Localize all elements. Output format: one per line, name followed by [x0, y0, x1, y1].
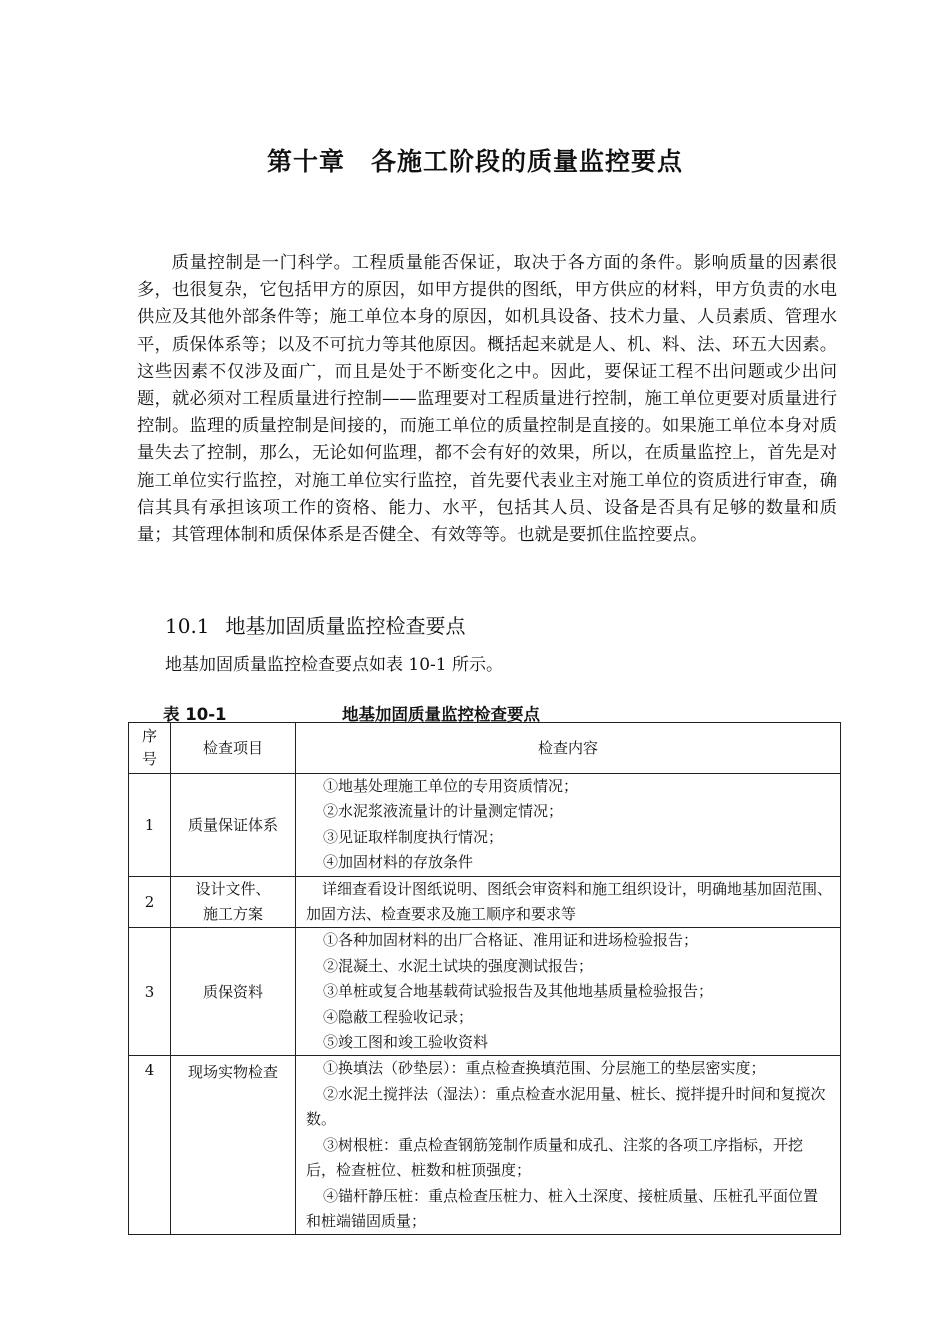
section-title: 地基加固质量监控检查要点	[225, 614, 466, 638]
table-row	[129, 928, 841, 1056]
inspection-table	[128, 722, 841, 1235]
section-intro: 地基加固质量监控检查要点如表 10-1 所示。	[165, 655, 503, 675]
content-line: ①换填法（砂垫层）：重点检查换填范围、分层施工的垫层密实度；	[323, 1059, 766, 1078]
header-item: 检查项目	[171, 723, 296, 774]
content-line: ①各种加固材料的出厂合格证、准用证和进场检验报告；	[323, 931, 699, 950]
row-item: 现场实物检查	[171, 1056, 296, 1235]
table-row	[129, 876, 841, 928]
row-no: 1	[129, 774, 171, 877]
table-row	[129, 1056, 841, 1235]
section-number: 10.1	[165, 614, 210, 638]
row-item: 设计文件、 施工方案	[171, 876, 296, 928]
content-line: ②水泥浆液流量计的计量测定情况；	[323, 802, 564, 821]
content-line: ②混凝土、水泥土试块的强度测试报告；	[323, 956, 594, 975]
content-line: ④加固材料的存放条件	[323, 853, 474, 872]
table-caption-title: 地基加固质量监控检查要点	[342, 705, 540, 724]
row-item: 质量保证体系	[171, 774, 296, 877]
row-item: 质保资料	[171, 928, 296, 1056]
row-content	[296, 876, 841, 928]
content-line: ⑤竣工图和竣工验收资料	[323, 1033, 489, 1052]
table-header-row	[129, 723, 841, 774]
table-caption-number: 表 10-1	[163, 705, 227, 724]
section-heading	[165, 610, 466, 639]
content-line: ④锚杆静压桩：重点检查压桩力、桩入土深度、接桩质量、压桩孔平面位置和桩端锚固质量；	[306, 1186, 819, 1230]
content-line: ③树根桩：重点检查钢筋笼制作质量和成孔、注浆的各项工序指标，开挖后，检查桩位、桩数和桩顶强度；	[306, 1135, 804, 1180]
header-content: 检查内容	[296, 723, 841, 774]
content-line: ③见证取样制度执行情况；	[323, 827, 504, 846]
content-line: ③单桩或复合地基载荷试验报告及其他地基质量检验报告；	[323, 982, 714, 1001]
chapter-title: 第十章 各施工阶段的质量监控要点	[266, 147, 683, 176]
row-no: 4	[129, 1056, 171, 1235]
row-no: 2	[129, 876, 171, 928]
table-row	[129, 774, 841, 877]
content-line: ②水泥土搅拌法（湿法）：重点检查水泥用量、桩长、搅拌提升时间和复搅次数。	[306, 1084, 826, 1129]
row-content	[296, 774, 841, 877]
row-no: 3	[129, 928, 171, 1056]
row-content	[296, 928, 841, 1056]
intro-paragraph: 质量控制是一门科学。工程质量能否保证，取决于各方面的条件。影响质量的因素很多，也很复杂，它包括甲方的原因，如甲方提供的图纸，甲方供应的材料，甲方负责的水电供应及其他外部条件等；施工单位本身的原因，如机具设备、技术力量、人员素质、管理水平，质保体系等；以及不可抗力等其他原因。概括起来就是人、机、料、法、环五大因素。这些因素不仅涉及面广，而且是处于不断变化之中。因此，要保证工程不出问题或少出问题，就必须对工程质量进行控制——监理要对工程质量进行控制，施工单位更要对质量进行控制。监理的质量控制是间接的，而施工单位的质量控制是直接的。如果施工单位本身对质量失去了控制，那么，无论如何监理，都不会有好的效果，所以，在质量监控上，首先是对施工单位实行监控，对施工单位实行监控，首先要代表业主对施工单位的资质进行审查，确信其具有承担该项工作的资格、能力、水平，包括其人员、设备是否具有足够的数量和质量；其管理体制和质保体系是否健全、有效等等。也就是要抓住监控要点。	[137, 253, 837, 546]
content-text: 详细查看设计图纸说明、图纸会审资料和施工组织设计，明确地基加固范围、加固方法、检查要求及施工顺序和要求等	[306, 879, 833, 924]
content-line: ④隐蔽工程验收记录；	[323, 1007, 474, 1026]
row-content	[296, 1056, 841, 1235]
content-line: ①地基处理施工单位的专用资质情况；	[323, 777, 579, 795]
header-no: 序 号	[129, 723, 171, 774]
